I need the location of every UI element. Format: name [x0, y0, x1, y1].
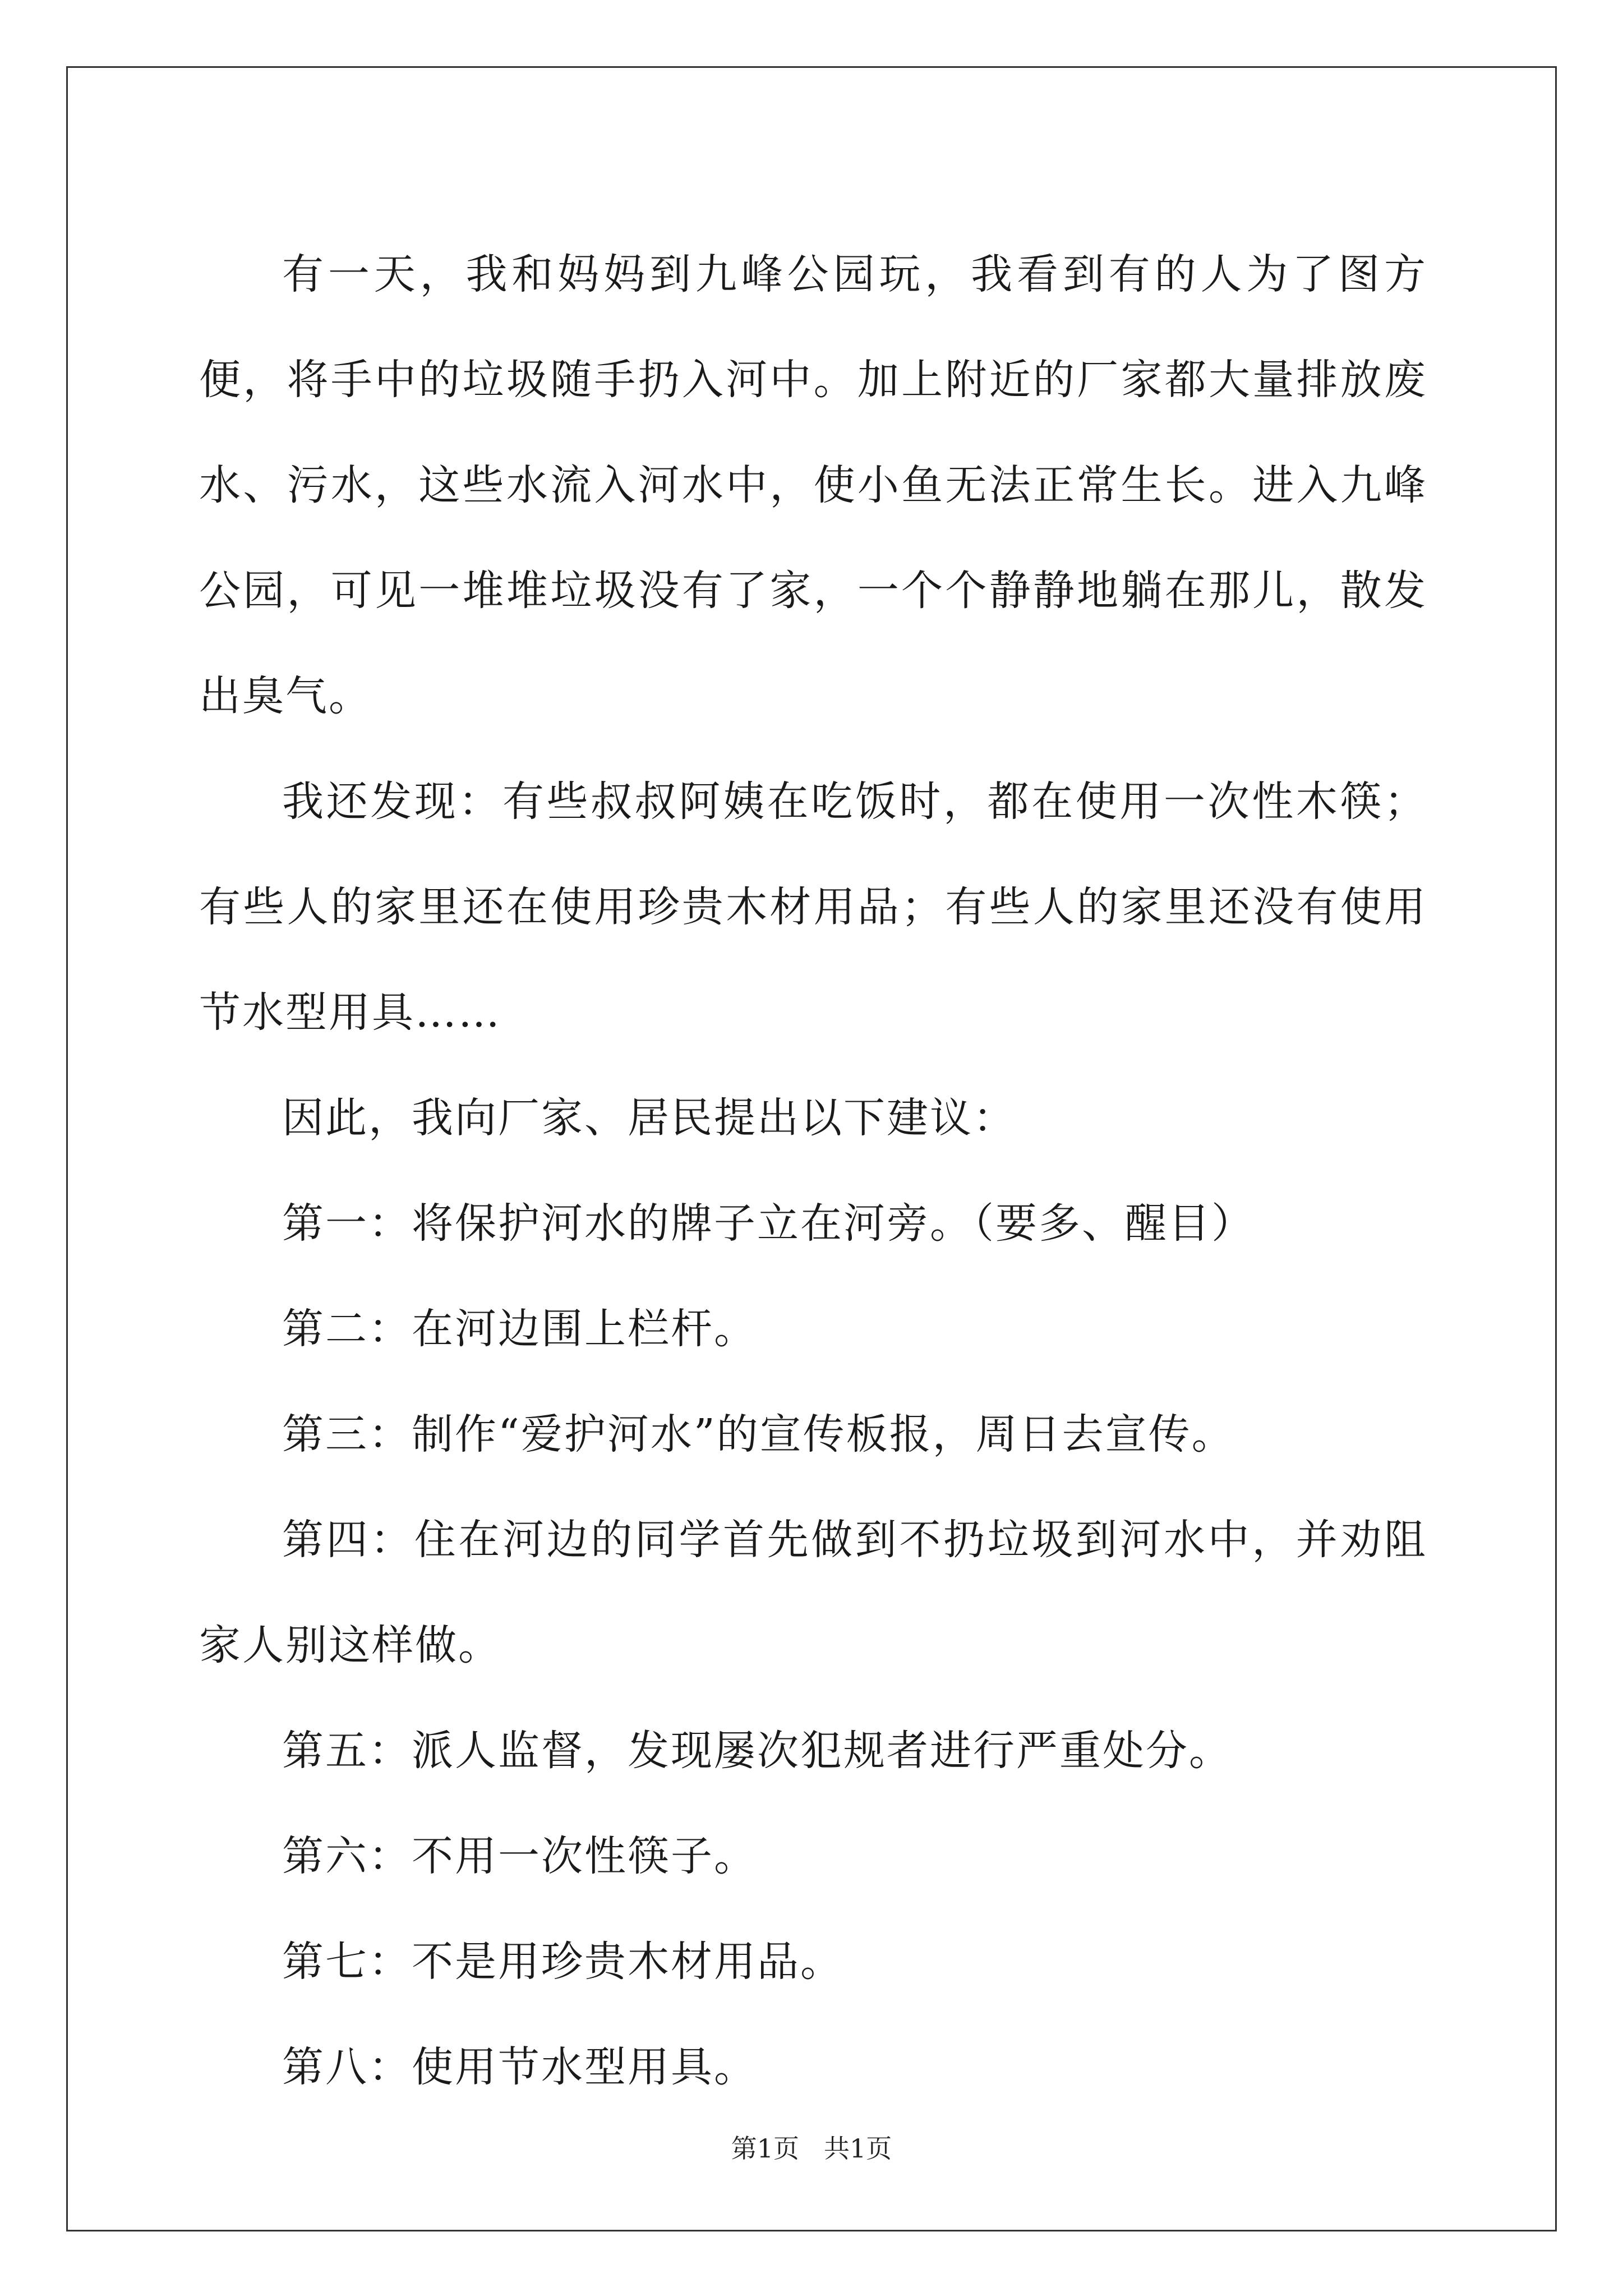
suggestion-4: 第四：住在河边的同学首先做到不扔垃圾到河水中，并劝阻家人别这样做。	[199, 1516, 1427, 1669]
suggestion-3: 第三：制作“爱护河水”的宣传板报，周日去宣传。	[282, 1410, 1235, 1458]
suggestion-7: 第七：不是用珍贵木材用品。	[282, 1938, 843, 1986]
suggestion-5: 第五：派人监督，发现屡次犯规者进行严重处分。	[282, 1727, 1232, 1775]
page-footer	[0, 2132, 1623, 2165]
paragraph-1: 有一天，我和妈妈到九峰公园玩，我看到有的人为了图方便，将手中的垃圾随手扔入河中。加上附近的厂家都大量排放废水、污水，这些水流入河水中，使小鱼无法正常生长。进入九峰公园，可见一堆堆垃圾没有了家，一个个静静地躺在那儿，散发出臭气。	[199, 250, 1427, 720]
suggestion-2: 第二：在河边围上栏杆。	[282, 1305, 757, 1353]
footer-spacer	[799, 2133, 824, 2164]
page-number-current: 第1页	[731, 2133, 800, 2164]
paragraph-3: 因此，我向厂家、居民提出以下建议：	[282, 1094, 1016, 1142]
paragraph-2: 我还发现：有些叔叔阿姨在吃饭时，都在使用一次性木筷；有些人的家里还在使用珍贵木材用品；有些人的家里还没有使用节水型用具……	[199, 777, 1427, 1037]
suggestion-8: 第八：使用节水型用具。	[282, 2043, 757, 2091]
page-number-total: 共1页	[823, 2133, 892, 2164]
suggestion-6: 第六：不用一次性筷子。	[282, 1832, 757, 1880]
suggestion-1: 第一：将保护河水的牌子立在河旁。（要多、醒目）	[282, 1199, 1255, 1248]
document-body	[199, 222, 1427, 2120]
